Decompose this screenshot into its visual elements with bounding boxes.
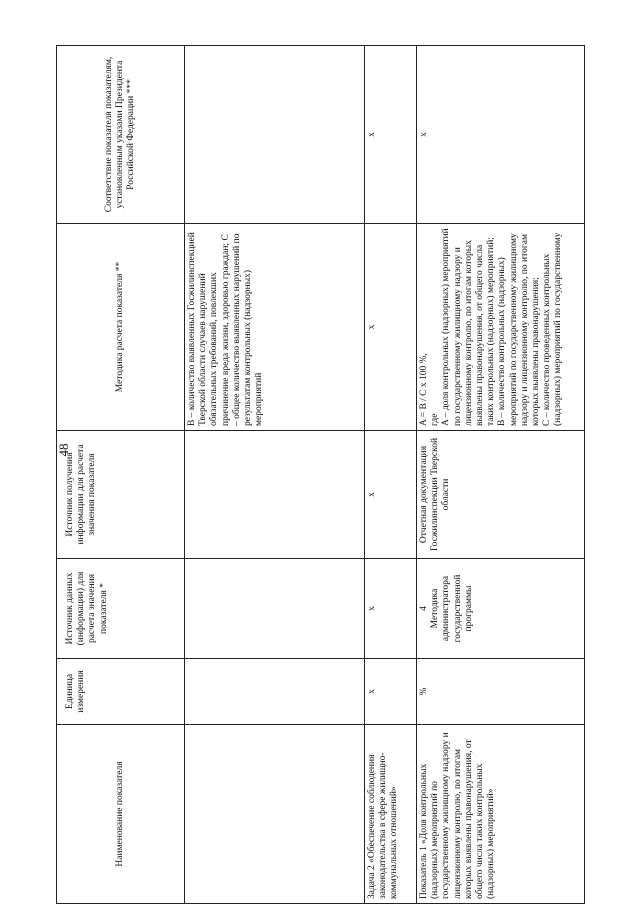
indicator-data-source: Методика администратора государственной программы [430,574,474,643]
prev-unit-cell [185,659,365,725]
prev-data-source-cell [185,559,365,659]
task-info-source: x [365,431,417,559]
rotated-table-container [56,46,584,904]
indicator-info-source: Отчетная документация Госжилинспекции Тверской области [417,431,585,559]
indicator-method-cell [417,224,585,431]
header-compliance: Соответствие показателя показателям, установленным указами Президента Российской Федерации *** [57,46,185,224]
task-data-source: x [365,559,417,659]
method-b: B – количество контрольных (надзорных) мероприятий по государственному жилищному надзору и лицензионному контролю, по итогам которых выявлены правонарушения; [497,233,542,426]
table-row [365,46,417,904]
indicator-unit: % [417,659,585,725]
task-compliance: x [365,46,417,224]
task-unit: x [365,659,417,725]
indicator-name: Показатель 1 «Доля контрольных (надзорных) мероприятий по государственному жилищному надзору и лицензионному контролю, по итогам которых выявлены правонарушения, от общего числа таких контрольных (надзорных) мероприятий» [417,725,585,904]
table-row [185,46,365,904]
header-info-source: Источник получения информации для расчета значения показателя [57,431,185,559]
header-unit: Единица измерения [57,659,185,725]
table-row [417,46,585,904]
header-row [57,46,185,904]
task-method: x [365,224,417,431]
prev-method-cell: B – количество выявленных Госжилинспекцией Тверской области случаев нарушений обязательных требований, повлекших причинение вреда жизни, здоровью граждан; C – общее количество выявленных нарушений по результатам контрольных (надзорных) мероприятий [185,224,365,431]
method-a: A – доля контрольных (надзорных) мероприятий по государственному жилищному надзору и лицензионному контролю, по итогам которых выявлены правонарушения, от общего числа таких контрольных (надзорных) мероприятий; [441,228,497,426]
prev-compliance-cell [185,46,365,224]
method-c: C – количество проведенных контрольных (надзорных) мероприятий по государственному [542,232,564,426]
indicator-compliance: x [417,46,585,224]
method-formula: A = B / C x 100 %, [419,353,429,426]
prev-info-source-cell [185,431,365,559]
header-method: Методика расчета показателя ** [57,224,185,431]
header-name: Наименование показателя [57,725,185,904]
page-number: 48 [56,443,71,457]
method-where: где [430,413,441,426]
task-name: Задача 2 «Обеспечение соблюдения законодательства в сфере жилищно-коммунальных отношений» [365,725,417,904]
indicator-table [56,45,585,904]
indicator-data-source-cell [417,559,585,659]
prev-name-cell [185,725,365,904]
header-data-source: Источник данных (информации) для расчета значения показателя * [57,559,185,659]
indicator-data-source-num: 4 [419,606,429,611]
